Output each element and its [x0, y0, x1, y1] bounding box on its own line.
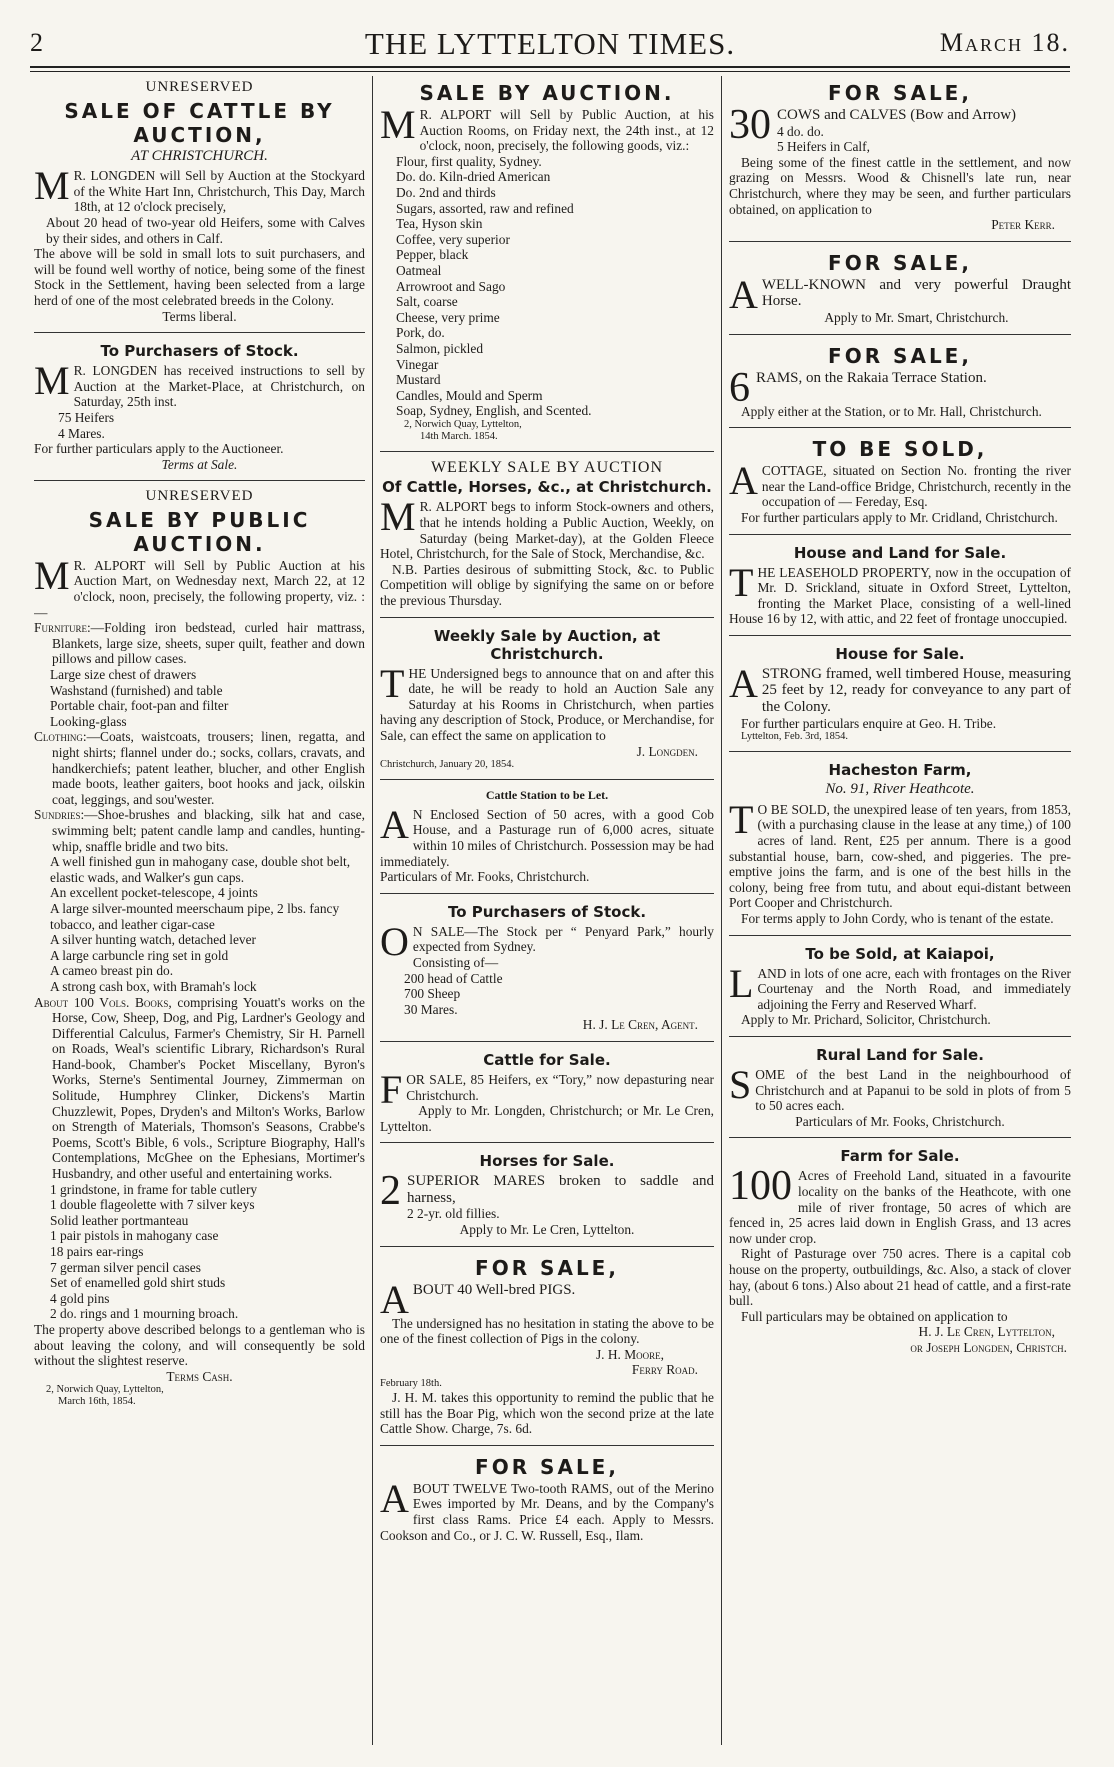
ad-separator — [380, 1142, 714, 1143]
ad-dateline: Christchurch, January 20, 1854. — [380, 759, 515, 771]
list-item: 18 pairs ear-rings — [50, 1244, 144, 1259]
list-item: 30 Mares. — [404, 1001, 458, 1017]
ad-item: 75 Heifers — [58, 409, 115, 425]
drop-cap: M — [34, 358, 70, 404]
ad-item: 4 Mares. — [58, 425, 105, 441]
ad-body: WELL-KNOWN and very powerful Draught Horse. — [761, 276, 1071, 310]
drop-cap: M — [34, 552, 70, 598]
column-3 — [729, 76, 1071, 1747]
list-item: Set of enamelled gold shirt studs — [50, 1275, 226, 1291]
ad-cattle-station — [380, 784, 714, 890]
ad-separator — [380, 1246, 714, 1247]
ad-house-and-land — [729, 539, 1071, 632]
ad-headline: Hacheston Farm, — [828, 761, 972, 780]
list-item: Coffee, very superior — [396, 231, 510, 247]
ad-rams — [729, 339, 1071, 425]
ad-headline: SALE BY AUCTION. — [419, 81, 675, 105]
ad-body-2: Right of Pasturage over 750 acres. There is a capital cob house on the property, outbuildings, &c. Also, a stack of clover hay, (about 6 tons.) Also about 21 head of cattle, and a first-rate bull. — [729, 1246, 1071, 1309]
ad-signature: H. J. Le Cren, Lyttelton, — [918, 1324, 1055, 1340]
drop-cap: A — [729, 271, 758, 317]
ad-headline: Horses for Sale. — [479, 1152, 615, 1171]
list-item: 1 grindstone, in frame for table cutlery — [50, 1181, 258, 1197]
list-item: Portable chair, foot-pan and filter — [50, 698, 229, 714]
ad-body: R. LONGDEN will Sell by Auction at the Stockyard of the White Hart Inn, Christchurch, This Day, March 18th, at 12 o'clock precisely, — [73, 168, 365, 215]
ad-headline: Of Cattle, Horses, &c., at Christchurch. — [382, 478, 712, 497]
list-item: Vinegar — [396, 356, 439, 372]
ad-separator — [729, 534, 1071, 535]
ad-separator — [380, 451, 714, 452]
list-item: 4 do. do. — [777, 123, 824, 139]
ad-headline: House for Sale. — [835, 644, 965, 663]
ad-terms: Terms at Sale. — [161, 456, 238, 472]
ad-headline: Cattle for Sale. — [483, 1050, 611, 1069]
ad-dateline: March 16th, 1854. — [58, 1396, 136, 1408]
ad-headline: FOR SALE, — [475, 1454, 619, 1479]
ad-body: COWS and CALVES (Bow and Arrow) — [777, 107, 1017, 123]
ad-separator — [380, 893, 714, 894]
ad-headline: Cattle Station to be Let. — [485, 788, 609, 803]
list-item: Do. 2nd and thirds — [396, 184, 496, 200]
ad-purchasers-of-stock-2 — [380, 898, 714, 1038]
ad-body-2: For terms apply to John Cordy, who is tenant of the estate. — [741, 911, 1054, 926]
ad-signature: H. J. Le Cren, Agent. — [582, 1017, 698, 1033]
ad-signature-2: or Joseph Longden, Christch. — [910, 1339, 1067, 1355]
ad-cattle-auction — [34, 76, 365, 329]
ad-weekly-sale — [380, 456, 714, 614]
section-label: Sundries — [34, 807, 81, 823]
ad-cattle-for-sale — [380, 1046, 714, 1139]
ad-farm-for-sale — [729, 1142, 1071, 1360]
ad-body-2: N.B. Parties desirous of submitting Stock, &c. to Public Competition will oblige by signifying the same on or before the previous Thursday. — [380, 561, 714, 609]
list-item: A large silver-mounted meerschaum pipe, 2 lbs. fancy tobacco, and leather cigar-case — [50, 900, 340, 932]
list-item: A cameo breast pin do. — [50, 963, 174, 979]
ad-body-2: Apply to Mr. Longden, Christchurch; or Mr. Le Cren, Lyttelton. — [380, 1103, 714, 1134]
ad-body-2: For further particulars enquire at Geo. H. Tribe. — [741, 715, 997, 731]
list-item: A large carbuncle ring set in gold — [50, 947, 229, 963]
list-item: 700 Sheep — [404, 986, 461, 1002]
ad-signature: J. H. Moore, — [595, 1346, 664, 1362]
drop-numeral: 2 — [380, 1168, 401, 1215]
list-item: Do. do. Kiln-dried American — [396, 169, 551, 185]
furniture-list — [34, 667, 365, 729]
ad-separator — [729, 1036, 1071, 1037]
ad-body: R. LONGDEN has received instructions to sell by Auction at the Market-Place, at Christchurch, on Saturday, 25th inst. — [73, 363, 365, 410]
ad-body-2: Particulars of Mr. Fooks, Christchurch. — [795, 1113, 1005, 1129]
ad-consisting: Consisting of— — [412, 954, 499, 970]
ad-headline: FOR SALE, — [828, 343, 972, 368]
ad-headline: Rural Land for Sale. — [816, 1045, 984, 1064]
section-label: About 100 Vols. Books, — [34, 994, 172, 1010]
list-item: 2 do. rings and 1 mourning broach. — [50, 1306, 239, 1322]
misc-list — [34, 1182, 365, 1322]
ad-rams-for-sale — [380, 1450, 714, 1548]
ad-body: SUPERIOR MARES broken to saddle and harness, — [407, 1173, 714, 1206]
ad-signature: Peter Kerr. — [991, 217, 1055, 233]
ad-body-2: Apply to Mr. Prichard, Solicitor, Christchurch. — [741, 1012, 991, 1028]
ad-place: AT CHRISTCHURCH. — [131, 147, 268, 164]
drop-cap: A — [380, 801, 409, 847]
ad-body: STRONG framed, well timbered House, measuring 25 feet by 12, ready for conveyance to any part of the Colony. — [761, 665, 1071, 716]
ad-separator — [729, 241, 1071, 242]
drop-cap: M — [34, 163, 70, 209]
ad-draught-horse — [729, 246, 1071, 331]
list-item: 7 german silver pencil cases — [50, 1259, 201, 1275]
ad-body-2: The property above described belongs to a gentleman who is about leaving the colony, and will consequently be sold without the slightest reserve. — [34, 1321, 365, 1369]
ad-body: R. ALPORT begs to inform Stock-owners and others, that he intends holding a Public Auction, Weekly, on Saturday (being Market-day), at the Golden Fleece Hotel, Christchurch, for the Sale of Stock, Merchandise, &c. — [380, 499, 714, 562]
list-item: Pepper, black — [396, 247, 469, 263]
issue-date: March 18. — [939, 28, 1070, 57]
section-text: :—Coats, waistcoats, trousers; linen, regatta, and night shirts; flannel under do.; socks, collars, cravats, and handkerchiefs; patent leather, blucher, and other English made boots, leather gaiters, boot hooks and jack, oilskin coat, leggings, and sou'wester. — [52, 729, 365, 807]
ad-body: Acres of Freehold Land, situated in a favourite locality on the banks of the Heathcote, with one mile of river frontage, 50 acres of which are fenced in, 25 acres laid down in English Grass, and 13 acres now under crop. — [729, 1168, 1071, 1246]
ad-headline: House and Land for Sale. — [793, 543, 1007, 562]
drop-cap: A — [380, 1475, 409, 1521]
ad-body: OR SALE, 85 Heifers, ex “Tory,” now depasturing near Christchurch. — [406, 1071, 714, 1103]
drop-numeral: 100 — [729, 1163, 792, 1210]
ad-pigs-for-sale — [380, 1251, 714, 1442]
ad-body-2: Apply either at the Station, or to Mr. Hall, Christchurch. — [741, 403, 1042, 419]
ad-body-2: Being some of the finest cattle in the settlement, and now grazing on Messrs. Wood & Chisnell's late run, near Christchurch, where they may be seen, and further particulars obtained, on application to — [729, 154, 1071, 217]
ad-body: N Enclosed Section of 50 acres, with a good Cob House, and a Pasturage run of 6,000 acres, situate within 10 miles of Christchurch. Possession may be had immediately. — [380, 806, 714, 869]
list-item: Solid leather portmanteau — [50, 1212, 189, 1228]
ad-separator — [380, 1041, 714, 1042]
ad-separator — [34, 332, 365, 333]
newspaper-title: THE LYTTELTON TIMES. — [364, 26, 736, 61]
ad-body: RAMS, on the Rakaia Terrace Station. — [756, 369, 987, 386]
ad-house-for-sale — [729, 640, 1071, 748]
ad-weekly-sale-christchurch — [380, 622, 714, 777]
ad-body-2: For further particulars apply to the Auctioneer. — [34, 441, 284, 457]
section-text: comprising Youatt's works on the Horse, Cow, Sheep, Dog, and Pig, Lardner's Geology and Differential Calculus, Farmer's Chemistry, Sir H. Parnell on Roads, Weal's scientific Library, Richardson's Rural Hand-book, Chamber's Pocket Miscellany, Byron's Works, Sterne's Sentimental Journey, Zimmerman on Solitude, Humphrey Clinker, Dickens's Martin Chuzzlewit, Popes, Dryden's and Milton's Works, Barlow on Strength of Materials, Thomson's Seasons, Crabbe's Poems, Scott's Bible, 6 vols., Scripture Biography, Hall's Contemplations, McGhee on the Ephesians, Mortimer's Husbandry, and other useful and entertaining works. — [52, 994, 365, 1182]
ad-headline: To be Sold, at Kaiapoi, — [805, 944, 995, 963]
drop-cap: O — [380, 918, 409, 964]
drop-cap: A — [380, 1276, 409, 1322]
ad-body: COTTAGE, situated on Section No. fronting the river near the Land-office Bridge, Christchurch, recently in the occupation of — Fereday, Esq. — [761, 463, 1071, 510]
ad-headline: Farm for Sale. — [840, 1147, 960, 1166]
column-divider — [372, 76, 373, 1745]
ad-separator — [729, 635, 1071, 636]
list-item: Tea, Hyson skin — [396, 216, 483, 232]
ad-body: BOUT TWELVE Two-tooth RAMS, out of the Merino Ewes imported by Mr. Deans, and by the Company's first class Rams. Price £4 each. Apply to Messrs. Cookson and Co., or J. C. W. Russell, Esq., Ilam. — [380, 1480, 714, 1543]
ad-headline: To Purchasers of Stock. — [447, 902, 647, 921]
ad-separator — [729, 751, 1071, 752]
ad-horses-for-sale — [380, 1147, 714, 1242]
ad-body: R. ALPORT will Sell by Public Auction, at his Auction Rooms, on Friday next, the 24th inst., at 12 o'clock, noon, precisely, the following goods, viz.: — [419, 107, 714, 154]
ad-separator — [34, 480, 365, 481]
ad-signature: J. Longden. — [636, 743, 698, 759]
ad-body: O BE SOLD, the unexpired lease of ten years, from 1853, (with a purchasing clause in the lease at any time,) of 100 acres of land. Rent, £25 per annum. There is a good substantial house, barn, cow-shed, and piggeries. The pre-emptive joins the farm, and is one of the best hills in the colony, being free from tutu, and about equi-distant between Port Cooper and Christchurch. — [729, 801, 1071, 911]
list-item: Soap, Sydney, English, and Scented. — [396, 403, 592, 419]
ad-body-2: For further particulars apply to Mr. Cridland, Christchurch. — [741, 509, 1058, 525]
ad-separator — [729, 1137, 1071, 1138]
ad-separator — [729, 935, 1071, 936]
drop-cap: L — [729, 960, 754, 1006]
ad-dateline: Lyttelton, Feb. 3rd, 1854. — [741, 731, 849, 743]
drop-cap: A — [729, 458, 758, 504]
list-item: Flour, first quality, Sydney. — [396, 153, 542, 169]
masthead — [30, 22, 1070, 60]
list-item: An excellent pocket-telescope, 4 joints — [50, 885, 258, 901]
list-item: 1 pair pistols in mahogany case — [50, 1228, 219, 1244]
ad-purchasers-of-stock — [34, 337, 365, 477]
masthead-rule — [30, 66, 1070, 72]
column-2 — [380, 76, 714, 1747]
drop-cap: M — [380, 102, 416, 147]
drop-cap: T — [729, 559, 754, 605]
ad-separator — [380, 617, 714, 618]
ad-kaiapoi — [729, 940, 1071, 1033]
ad-address: 2, Norwich Quay, Lyttelton, — [46, 1384, 164, 1396]
list-item: Looking-glass — [50, 713, 127, 729]
list-item: Washstand (furnished) and table — [50, 682, 223, 698]
list-item: Pork, do. — [396, 325, 445, 341]
ad-sale-by-auction — [380, 76, 714, 448]
ad-headline: To Purchasers of Stock. — [100, 342, 299, 361]
list-item: Salt, coarse — [396, 294, 458, 310]
ad-kicker: UNRESERVED — [145, 79, 254, 95]
drop-cap: T — [380, 660, 405, 706]
ad-body: R. ALPORT will Sell by Public Auction at his Auction Mart, on Wednesday next, March 22, at 12 o'clock, noon, precisely, the following property, viz. :— — [34, 557, 365, 620]
list-item: 4 gold pins — [50, 1290, 110, 1306]
sundries-list — [34, 854, 365, 994]
ad-dateline: February 18th. — [380, 1378, 442, 1390]
list-item: Candles, Mould and Sperm — [396, 387, 543, 403]
ad-body-2: The above will be sold in small lots to suit purchasers, and will be found well worthy of notice, being some of the finest Stock in the Settlement, having been selected from a large herd of one of the most celebrated breeds in the Colony. — [34, 246, 365, 308]
list-item: 2 2-yr. old fillies. — [407, 1206, 500, 1222]
section-label: Clothing — [34, 729, 83, 745]
ad-body-3: Full particulars may be obtained on application to — [741, 1308, 1008, 1324]
list-item: Cheese, very prime — [396, 309, 500, 325]
goods-list — [380, 154, 714, 419]
ad-body: HE LEASEHOLD PROPERTY, now in the occupation of Mr. D. Srickland, situate in Oxford Street, Lyttelton, fronting the Market Place, consisting of a well-lined House 16 by 12, with attic, and 22 feet of frontage unoccupied. — [729, 564, 1071, 627]
ad-cows-for-sale — [729, 76, 1071, 238]
list-item: 1 double flageolette with 7 silver keys — [50, 1197, 255, 1213]
ad-headline: TO BE SOLD, — [812, 437, 988, 462]
section-text: :—Shoe-brushes and blacking, silk hat and case, swimming belt; patent candle lamp and candles, hunting-whip, snaffle bridle and two bits. — [52, 807, 365, 854]
list-item: Arrowroot and Sago — [396, 278, 506, 294]
ad-body-2: Apply to Mr. Le Cren, Lyttelton. — [459, 1222, 635, 1238]
ad-cottage — [729, 432, 1071, 530]
ad-separator — [729, 427, 1071, 428]
ad-separator — [380, 1445, 714, 1446]
drop-cap: A — [729, 660, 758, 706]
ad-public-auction — [34, 485, 365, 1413]
ad-headline: SALE BY PUBLIC AUCTION. — [88, 507, 311, 556]
list-item: 200 head of Cattle — [404, 970, 503, 986]
ad-body-3: J. H. M. takes this opportunity to remind the public that he still has the Boar Pig, which won the second prize at the late Cattle Show. Charge, 7s. 6d. — [380, 1390, 714, 1437]
list-item: A silver hunting watch, detached lever — [50, 932, 256, 948]
ad-headline: FOR SALE, — [475, 1255, 619, 1280]
list-item: Sugars, assorted, raw and refined — [396, 200, 574, 216]
list-item: A well finished gun in mahogany case, double shot belt, elastic wads, and Walker's gun caps. — [50, 854, 351, 885]
column-divider — [721, 76, 722, 1745]
ad-headline: SALE OF CATTLE BY AUCTION, — [64, 98, 335, 147]
ad-terms: Terms liberal. — [162, 308, 237, 324]
ad-body: BOUT 40 Well-bred PIGS. — [412, 1281, 576, 1298]
ad-body-2: The undersigned has no hesitation in stating the above to be one of the finest collection of Pigs in the colony. — [380, 1315, 714, 1347]
ad-kicker: WEEKLY SALE BY AUCTION — [430, 458, 664, 476]
ad-terms: Terms Cash. — [166, 1368, 233, 1384]
list-item: Mustard — [396, 372, 441, 388]
ad-hacheston-farm — [729, 756, 1071, 931]
ad-body-2: Apply to Mr. Smart, Christchurch. — [824, 309, 1009, 325]
drop-cap: S — [729, 1061, 752, 1107]
ad-body: AND in lots of one acre, each with frontages on the River Courtenay and the North Road, and immediately adjoining the Ferry and Reserved Wharf. — [757, 965, 1071, 1012]
drop-cap: M — [380, 494, 416, 540]
section-label: Furniture — [34, 620, 87, 636]
ad-kicker: UNRESERVED — [145, 488, 254, 505]
list-item: A strong cash box, with Bramah's lock — [50, 978, 257, 994]
ad-body: HE Undersigned begs to announce that on and after this date, he will be ready to hold an Auction Sale any Saturday at his Rooms in Christchurch, when parties having any description of Stock, Produce, or Merchandise, for Sale, can effect the same on application to — [380, 665, 714, 743]
list-item: 5 Heifers in Calf, — [777, 139, 870, 155]
ad-place: No. 91, River Heathcote. — [825, 781, 975, 798]
drop-numeral: 6 — [729, 364, 750, 411]
list-item: Salmon, pickled — [396, 340, 484, 356]
ad-address: 2, Norwich Quay, Lyttelton, — [404, 418, 522, 430]
ad-headline: Weekly Sale by Auction, at Christchurch. — [433, 626, 661, 663]
ad-body: N SALE—The Stock per “ Penyard Park,” hourly expected from Sydney. — [412, 923, 714, 955]
list-item: Oatmeal — [396, 262, 442, 278]
ad-separator — [729, 334, 1071, 335]
ad-item: About 20 head of two-year old Heifers, some with Calves by their sides, and others in Calf. — [46, 214, 365, 246]
drop-cap: F — [380, 1066, 403, 1112]
ad-headline: FOR SALE, — [828, 81, 972, 105]
ad-body: OME of the best Land in the neighbourhood of Christchurch and at Papanui to be sold in plots of from 5 to 50 acres each. — [755, 1066, 1071, 1114]
list-item: Large size chest of drawers — [50, 667, 197, 683]
column-1 — [34, 76, 365, 1747]
ad-rural-land — [729, 1041, 1071, 1134]
ad-dateline: 14th March. 1854. — [420, 430, 498, 442]
ad-signature-2: Ferry Road. — [631, 1362, 698, 1378]
ad-body-2: Particulars of Mr. Fooks, Christchurch. — [380, 869, 590, 885]
drop-numeral: 30 — [729, 102, 771, 148]
ad-separator — [380, 779, 714, 780]
section-text: :—Folding iron bedstead, curled hair mattrass, Blankets, large size, sheets, super quilt, feather and down pillows and pillow cases. — [52, 620, 365, 667]
drop-cap: T — [729, 796, 754, 842]
page-number: 2 — [30, 28, 43, 57]
ad-headline: FOR SALE, — [828, 250, 972, 275]
